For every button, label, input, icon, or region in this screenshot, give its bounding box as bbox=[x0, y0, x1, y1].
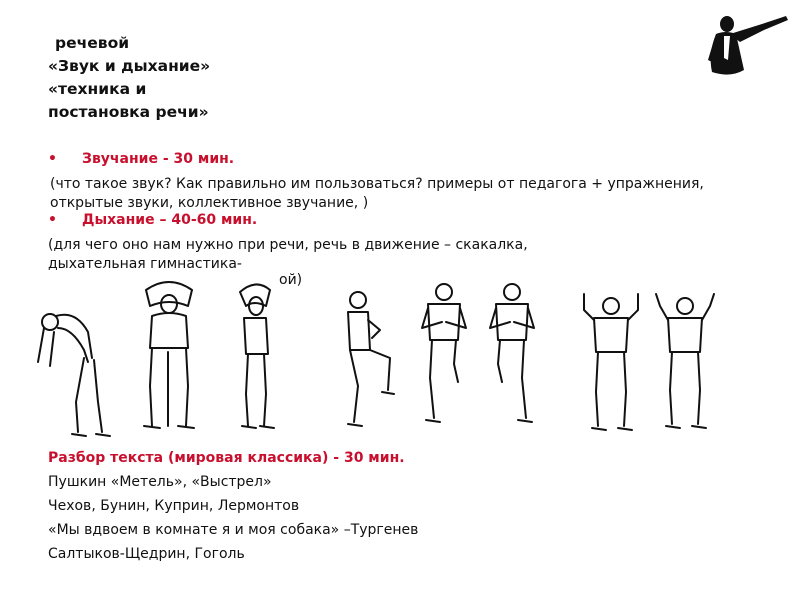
title-line-4: постановка речи» bbox=[48, 103, 209, 121]
breath-description-line-2: дыхательная гимнастика- bbox=[48, 256, 242, 272]
reading-item: Пушкин «Метель», «Выстрел» bbox=[48, 474, 272, 490]
figure-knee-raise-icon bbox=[334, 286, 404, 436]
figure-front-knee-raise-alt-icon bbox=[482, 278, 542, 428]
reading-heading: Разбор текста (мировая классика) - 30 мин. bbox=[48, 450, 405, 466]
title-line-1: речевой bbox=[55, 34, 130, 52]
slide-title bbox=[48, 32, 368, 124]
figure-front-knee-raise-icon bbox=[414, 278, 474, 428]
title-line-3: «техника и bbox=[48, 80, 147, 98]
sound-description: (что такое звук? Как правильно им пользоваться? примеры от педагога + упражнения, открытые звуки, коллективное звучание, ) bbox=[50, 176, 704, 211]
title-line-2: «Звук и дыхание» bbox=[48, 57, 211, 75]
sound-heading-text: Звучание - 30 мин. bbox=[82, 151, 235, 167]
breath-heading bbox=[48, 211, 768, 230]
sound-heading bbox=[48, 150, 768, 169]
breath-section bbox=[48, 211, 768, 274]
reading-item: Чехов, Бунин, Куприн, Лермонтов bbox=[48, 498, 300, 514]
reading-section bbox=[48, 446, 748, 566]
reading-item: «Мы вдвоем в комнате я и моя собака» –Тургенев bbox=[48, 522, 419, 538]
sound-section bbox=[48, 150, 768, 213]
conductor-silhouette-icon bbox=[700, 10, 790, 80]
breath-heading-text: Дыхание – 40-60 мин. bbox=[82, 212, 258, 228]
breath-description-line-1: (для чего оно нам нужно при речи, речь в движение – скакалка, bbox=[48, 237, 528, 253]
bullet-icon: • bbox=[48, 212, 57, 228]
figure-arms-raised-icon bbox=[576, 292, 646, 432]
figure-side-arms-up-icon bbox=[226, 276, 286, 436]
bullet-icon: • bbox=[48, 151, 57, 167]
figure-arms-overhead-icon bbox=[134, 276, 204, 436]
reading-item: Салтыков-Щедрин, Гоголь bbox=[48, 546, 245, 562]
figure-arms-raised-alt-icon bbox=[650, 290, 720, 430]
breath-description-tail: ой) bbox=[279, 272, 303, 288]
figure-side-bend-icon bbox=[36, 292, 116, 442]
breathing-exercise-figures bbox=[36, 272, 736, 444]
